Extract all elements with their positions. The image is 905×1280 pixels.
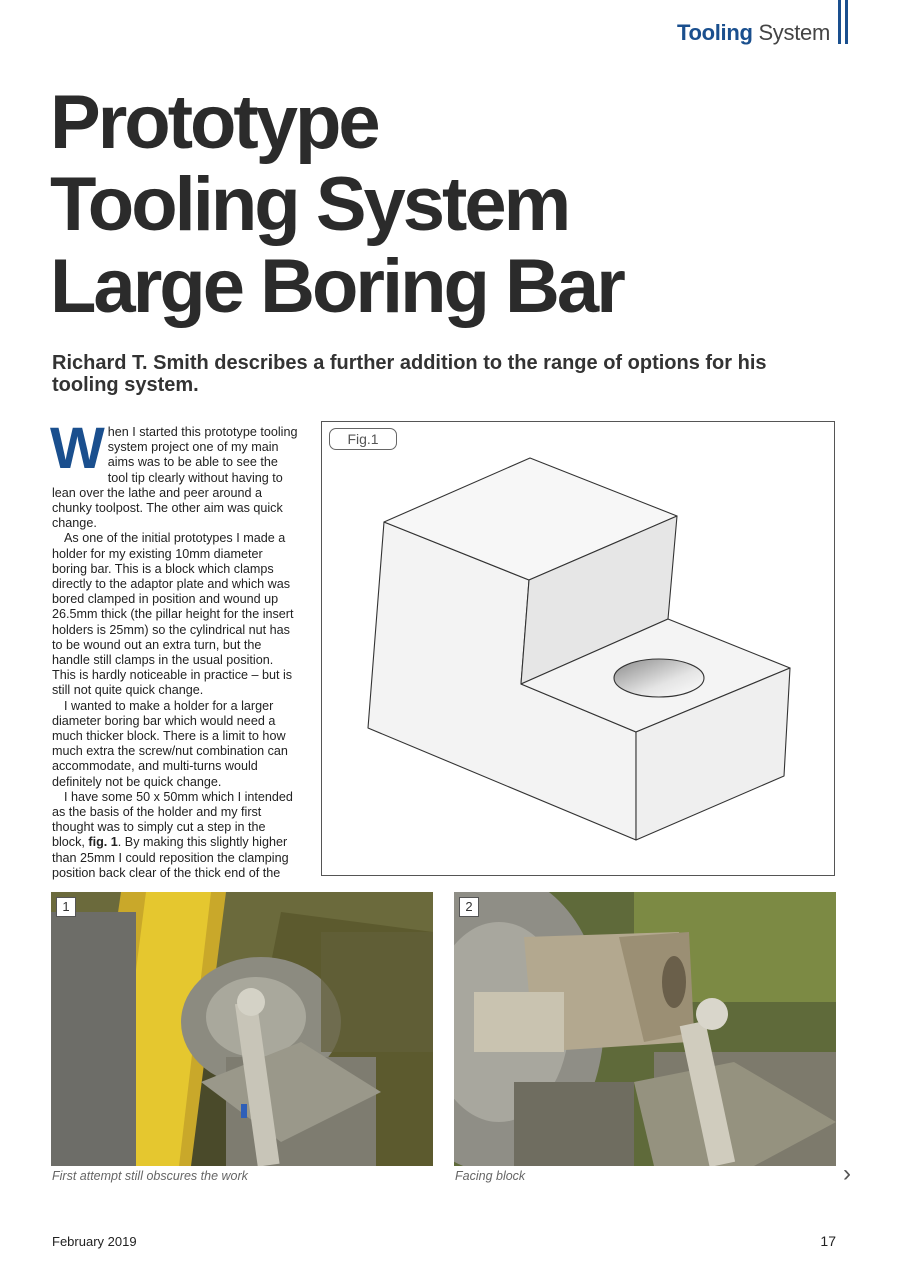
page-number: 17	[820, 1233, 836, 1249]
stepped-block-drawing	[322, 422, 834, 875]
figure-1	[321, 421, 835, 876]
photo-2-caption: Facing block	[455, 1169, 526, 1183]
photo-2-image	[454, 892, 836, 1166]
paragraph-3: I wanted to make a holder for a larger diameter boring bar which would need a much thicker block. There is a limit to how much extra the screw/nut combination can accommodate, and multi-turns would definitely not be quick change.	[52, 698, 288, 789]
section-name-light: System	[758, 20, 830, 45]
bore-hole	[614, 659, 704, 697]
footer-date: February 2019	[52, 1234, 137, 1249]
drop-cap: W	[50, 416, 105, 481]
photo-2	[454, 892, 836, 1166]
photo-1-image	[51, 892, 433, 1166]
section-header	[677, 20, 830, 46]
figure-reference: fig. 1	[88, 835, 118, 850]
photo-1	[51, 892, 433, 1166]
chevron-right-icon[interactable]: ›	[843, 1160, 851, 1187]
photo-2-number: 2	[459, 897, 479, 917]
article-title	[50, 82, 850, 328]
paragraph-4: I have some 50 x 50mm which I intended as the basis of the holder and my first thought was to simply cut a step in the block, fig. 1. By making this slightly higher than 25mm I could reposition the clamping position back clear of the thick end of the	[52, 789, 293, 880]
photo-1-caption: First attempt still obscures the work	[52, 1169, 248, 1183]
title-line-2: Tooling System	[50, 162, 569, 247]
standfirst: Richard T. Smith describes a further addition to the range of options for his tooling system.	[52, 352, 767, 396]
figure-label: Fig.1	[329, 428, 397, 450]
title-line-1: Prototype	[50, 80, 378, 165]
header-bars-decoration	[838, 0, 850, 44]
article-body	[50, 416, 300, 881]
paragraph-1	[50, 416, 300, 531]
paragraph-1-text: hen I started this prototype tooling system project one of my main aims was to be able to see the tool tip clearly without having to lean over the lathe and peer around a chunky toolpost. The other aim was quick change.	[52, 425, 298, 531]
title-line-3: Large Boring Bar	[50, 244, 623, 329]
paragraph-2: As one of the initial prototypes I made a holder for my existing 10mm diameter boring bar. This is a block which clamps directly to the adaptor plate and which was bored clamped in position and wound up 26.5mm thick (the pillar height for the insert holders is 25mm) so the cylindrical nut has to be wound out an extra turn, but the handle still clamps in the usual position. This is hardly noticeable in practice – but is still not quite quick change.	[52, 531, 294, 698]
section-name-bold: Tooling	[676, 20, 753, 45]
photo-1-number: 1	[56, 897, 76, 917]
